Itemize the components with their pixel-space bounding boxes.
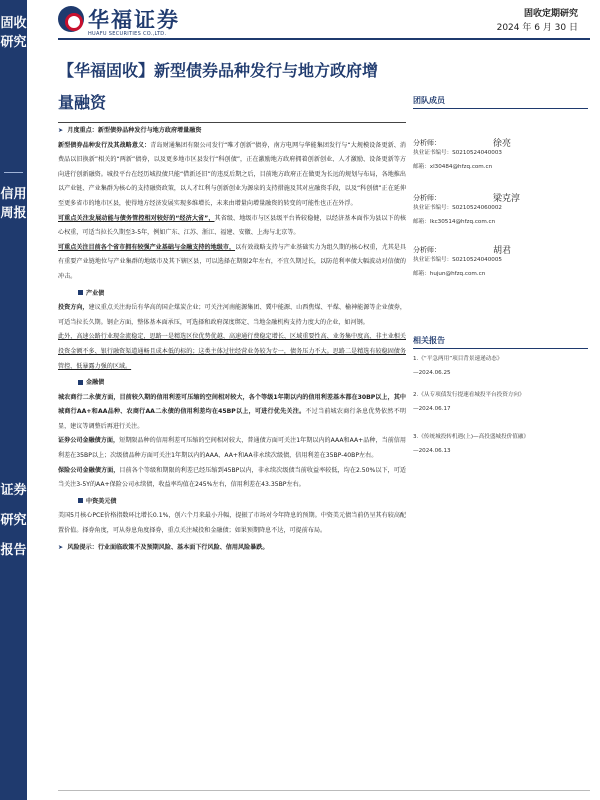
related-report-date: —2024.06.25 [413, 370, 451, 376]
company-logo [58, 4, 218, 42]
footer-rule [58, 790, 590, 791]
related-report-item[interactable] [413, 388, 588, 416]
logo-text: 华福证券 [88, 7, 180, 32]
analyst-card [413, 193, 588, 227]
report-date: 2024 年 6 月 30 日 [496, 23, 578, 33]
paragraph-text: 不过当前城农商行条息优势依然不明显，建议等调整后再进行关注。 [58, 408, 407, 430]
analyst-email[interactable]: 邮箱：xl30484@hfzq.com.cn [413, 164, 493, 170]
square-bullet-icon [78, 380, 83, 385]
analyst-role: 分析师： [413, 246, 441, 254]
paragraph-lead: 可重点关注发展动能与债务管控相对较好的“经济大省”， [58, 214, 215, 222]
arrow-icon: ➤ [58, 543, 68, 551]
analyst-name: 梁克淳 [493, 194, 521, 204]
section-title: 中资美元债 [86, 497, 117, 505]
risk-text: 行业面临政策不及预期风险、基本面下行风险、信用风险暴跌。 [97, 543, 269, 551]
team-panel [413, 95, 588, 109]
analyst-name: 徐亮 [493, 139, 512, 149]
section-heading-usd-bonds [58, 495, 406, 510]
risk-warning [58, 541, 406, 556]
paragraph-text: 目前各个等级和期限的利差已经压缩到45BP以内，非永续次级债当前收益率较低，均在2.50%以下，可适当关注3-5Y的AA+保险公司永续债，收益率均值在245%左右，信用利差在43.35BP左右。 [58, 466, 407, 489]
analyst-cert: 执业证书编号：S0210524060002 [413, 205, 502, 211]
section-heading-financial [58, 376, 406, 391]
sidebar-label-fixed-income: 固收研究 [0, 16, 27, 50]
arrow-icon: ➤ [58, 127, 68, 134]
section-heading-industrial [58, 287, 406, 302]
analyst-role: 分析师： [413, 194, 441, 202]
paragraph-lead: 可重点关注目前各个省市拥有较强产业基础与金融支持的地级市， [58, 243, 236, 251]
related-report-link[interactable]: 2.《从专项债发行提速看城投平台投资方向》 [413, 392, 525, 398]
related-reports-title: 相关报告 [413, 335, 588, 349]
related-report-date: —2024.06.17 [413, 406, 451, 412]
sidebar-divider [4, 172, 23, 173]
logo-english: HUAFU SECURITIES CO.,LTD. [88, 31, 167, 37]
sidebar [0, 0, 27, 800]
monthly-focus-heading: 月度重点：新型债券品种发行与地方政府增量融资 [67, 127, 202, 134]
analyst-card [413, 245, 588, 279]
paragraph-text: 短期限品种的信用利差可压缩的空间相对较大，普通债方面可关注1年期以内的AAA和AA+品种，当前信用利差在35BP以上；次级债品种方面可关注1年期以内的AAA、AA+和AA非永续次级债，信用利差在35BP-40BP左右。 [58, 437, 407, 460]
header-rule [58, 38, 590, 40]
related-report-item[interactable] [413, 352, 588, 380]
analyst-cert: 执业证书编号：S0210524040005 [413, 257, 502, 263]
paragraph-lead: 证券公司金融债方面， [58, 437, 120, 445]
related-report-link[interactable]: 3.《传统城投转机遇(上)—高投盛城投价值融》 [413, 434, 529, 440]
paragraph-lead: 城农商行二永债方面，目前较久期的信用利差可压缩的空间相对较大，各个等级1年期以内的信用利差基本都在30BP以上，其中城商行AA+和AA品种、农商行AA二永债的信用利差均在45BP以上，可进行优先关注。 [58, 393, 406, 416]
paragraph-lead: 投资方向， [58, 304, 89, 312]
paragraph-text: 其省级、地级市与区县级平台皆较稳健，以经济基本面作为县以下的核心权重，可适当拉长久期至3-5年，例如广东、江苏、浙江、福建、安徽、上海与北京等。 [58, 214, 407, 237]
paragraph-securities-bonds [58, 434, 406, 463]
analyst-email[interactable]: 邮箱：hujun@hfzq.com.cn [413, 271, 486, 277]
risk-lead: 风险提示： [67, 543, 98, 551]
related-report-item[interactable] [413, 430, 588, 458]
square-bullet-icon [78, 290, 83, 295]
main-content [58, 122, 406, 555]
analyst-role: 分析师： [413, 139, 441, 147]
paragraph-text: 以有效战略支持与产业基础实力为组久期的核心权重，尤其是具有重要产业链地位与产业集群的地级市及其下辖区县，可以选择在期限2年左右，不宜久期过长，以防范利率债大幅波动对信债的冲击。 [58, 243, 407, 280]
paragraph-usd-bonds: 美国5月核心PCE价格指数环比增长0.1%，创六个月来最小升幅，提振了市场对今年降息的预期。中资美元债当前仍呈其有较高配置价值。择券角度，可从券息角度择券，重点关注城投和金融债；如果预期降息不达，可提前布局。 [58, 512, 407, 535]
related-report-date: —2024.06.13 [413, 448, 451, 454]
paragraph-new-bonds [58, 139, 406, 212]
team-title: 团队成员 [413, 95, 588, 109]
logo-mark-icon [58, 6, 84, 32]
related-report-link[interactable]: 1.《“平急两用”项目背景速递动态》 [413, 356, 503, 362]
report-title: 【华福固收】新型债券品种发行与地方政府增量融资 [58, 61, 379, 112]
paragraph-economic-provinces [58, 212, 406, 241]
analyst-cert: 执业证书编号：S0210524040003 [413, 150, 502, 156]
section-title: 金融债 [86, 379, 105, 387]
monthly-focus-line [58, 124, 406, 139]
analyst-card [413, 138, 588, 172]
paragraph-insurance-bonds [58, 464, 406, 493]
paragraph-lead: 保险公司金融债方面， [58, 466, 120, 474]
paragraph-bank-bonds [58, 391, 406, 435]
square-bullet-icon [78, 498, 83, 503]
sidebar-label-securities-report: 证券研究报告 [0, 483, 27, 558]
paragraph-text: 青岛财通集团有限公司发行“唯才创新”债券，南方电网与华能集团发行与“大规模设备更新、消费品以旧换新”相关的“两新”债券，以及更多地市区县发行“科创债”，正在激励地方政府拥着创新创业、人才激励、设备更新等方向进行创新融资。城投平台在经历城投债只能“借新还旧”的违反后期之后，目前地方政府正在做更为长远的规划与布局，各地推出以产业链、产业集群为核心的支持融资政策，以人才红利与创新创业为源泉的支持措施及其对应融资手段，以及“科创债”正在延伸至更多省市的地市区县，使得地方经济发展实现多维增长，未来由增量向增量融资的转变的可能性也正在外浮。 [58, 141, 406, 207]
section-title: 产业债 [86, 289, 105, 297]
paragraph-highways: 此外，高速公路行业现金流稳定，思路一是精选区位优势优越、高速通行费稳定增长、区域重要性高、业务集中度高、非主业相关投资金额不多、银行融资渠道通畅且成本低的标的；这类主体过往经营业务较为专一，债务压力不大。思路二是精选有较稳固债务管控、低暴露力强的区域。 [58, 333, 406, 370]
analyst-email[interactable]: 邮箱：lkc30514@hfzq.com.cn [413, 219, 496, 225]
paragraph-prefecture-cities [58, 241, 406, 285]
paragraph-industrial-direction [58, 301, 406, 330]
paragraph-text: 建议重点关注海岳有华高的国企煤炭企业；可关注河南能源集团、冀中能源、山西焦煤、平煤、榆神能源等企业债券，可适当拉长久期。钢企方面，整体基本面承压，可选择和政府深度绑定、当地金融机构支持力度大的企业，如河钢。 [58, 304, 407, 326]
sidebar-label-credit-weekly: 信用周报 [0, 187, 27, 221]
analyst-name: 胡君 [493, 246, 512, 256]
report-type: 固收定期研究 [523, 9, 578, 19]
paragraph-lead: 新型债券品种发行及其战略意义： [58, 141, 151, 149]
